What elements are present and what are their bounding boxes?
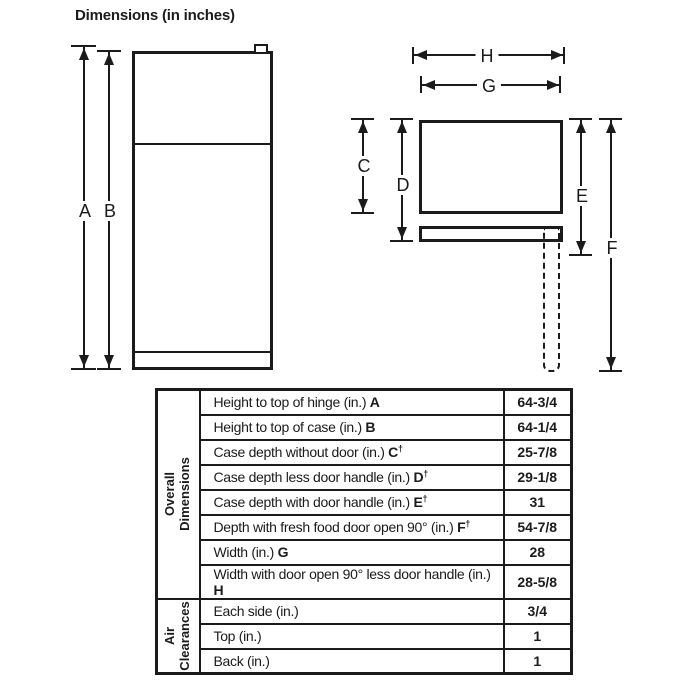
dim-label-d: D <box>392 175 415 195</box>
group-overall-dimensions <box>157 390 200 599</box>
fridge-front-outline <box>132 51 273 370</box>
table-row <box>157 540 572 565</box>
row-label: Back (in.) <box>200 649 504 674</box>
kickplate-line <box>135 351 270 353</box>
dim-h-arrow-right-icon <box>551 50 563 60</box>
group-air-clearances <box>157 599 200 674</box>
dim-a-arrow-up-icon <box>79 48 89 60</box>
dim-g-right-tick <box>559 76 561 93</box>
dim-b-arrow-down-icon <box>104 355 114 367</box>
row-label: Case depth with door handle (in.) E† <box>200 490 504 515</box>
row-label: Top (in.) <box>200 624 504 649</box>
dim-b-arrow-up-icon <box>104 53 114 65</box>
row-value: 54-7/8 <box>504 515 572 540</box>
dimensions-table <box>155 388 573 675</box>
dim-label-g: G <box>477 76 501 96</box>
row-label: Case depth less door handle (in.) D† <box>200 465 504 490</box>
row-value: 64-1/4 <box>504 415 572 440</box>
group-label: Overall Dimensions <box>162 457 193 532</box>
dim-f-arrow-up-icon <box>606 121 616 133</box>
row-value: 28 <box>504 540 572 565</box>
dim-label-f: F <box>602 238 623 258</box>
row-label: Height to top of case (in.) B <box>200 415 504 440</box>
dim-label-a: A <box>74 201 96 221</box>
table-row <box>157 490 572 515</box>
dim-d-arrow-up-icon <box>397 121 407 133</box>
dim-g-arrow-left-icon <box>423 80 435 90</box>
dim-d-bottom-tick <box>390 240 413 242</box>
dim-f-bottom-tick <box>599 370 622 372</box>
row-label: Each side (in.) <box>200 599 504 624</box>
row-value: 1 <box>504 624 572 649</box>
row-value: 25-7/8 <box>504 440 572 465</box>
row-value: 31 <box>504 490 572 515</box>
table-row <box>157 624 572 649</box>
dim-a-bottom-tick <box>71 368 96 370</box>
dim-c-bottom-tick <box>351 212 374 214</box>
table-row <box>157 599 572 624</box>
dim-c-arrow-down-icon <box>358 199 368 211</box>
row-value: 64-3/4 <box>504 390 572 415</box>
door-open-dashed-outline <box>543 228 560 372</box>
table-row <box>157 565 572 599</box>
dim-label-b: B <box>99 201 121 221</box>
row-value: 29-1/8 <box>504 465 572 490</box>
dim-label-e: E <box>571 186 593 206</box>
dim-label-h: H <box>476 46 499 66</box>
table-row <box>157 440 572 465</box>
dim-label-c: C <box>353 156 376 176</box>
dim-a-arrow-down-icon <box>79 355 89 367</box>
table-row <box>157 515 572 540</box>
dim-c-arrow-up-icon <box>358 121 368 133</box>
case-top-outline <box>419 120 563 214</box>
row-label: Width (in.) G <box>200 540 504 565</box>
row-value: 3/4 <box>504 599 572 624</box>
row-label: Depth with fresh food door open 90° (in.) F† <box>200 515 504 540</box>
dim-b-bottom-tick <box>97 368 121 370</box>
page-title: Dimensions (in inches) <box>75 7 235 24</box>
freezer-divider-line <box>135 143 270 145</box>
dim-e-arrow-down-icon <box>576 241 586 253</box>
row-label: Case depth without door (in.) C† <box>200 440 504 465</box>
dim-e-arrow-up-icon <box>576 121 586 133</box>
table-row <box>157 390 572 415</box>
table-row <box>157 415 572 440</box>
dim-d-arrow-down-icon <box>397 227 407 239</box>
row-label: Height to top of hinge (in.) A <box>200 390 504 415</box>
table-row <box>157 465 572 490</box>
group-label: Air Clearances <box>162 601 193 671</box>
door-top-outline <box>419 226 563 242</box>
row-value: 28-5/8 <box>504 565 572 599</box>
table-row <box>157 649 572 674</box>
dim-g-arrow-right-icon <box>547 80 559 90</box>
dim-f-arrow-down-icon <box>606 357 616 369</box>
dim-h-right-tick <box>563 47 565 64</box>
dim-h-arrow-left-icon <box>415 50 427 60</box>
dim-e-bottom-tick <box>569 254 592 256</box>
row-value: 1 <box>504 649 572 674</box>
fridge-hinge <box>254 44 268 54</box>
row-label: Width with door open 90° less door handle (in.) H <box>200 565 504 599</box>
